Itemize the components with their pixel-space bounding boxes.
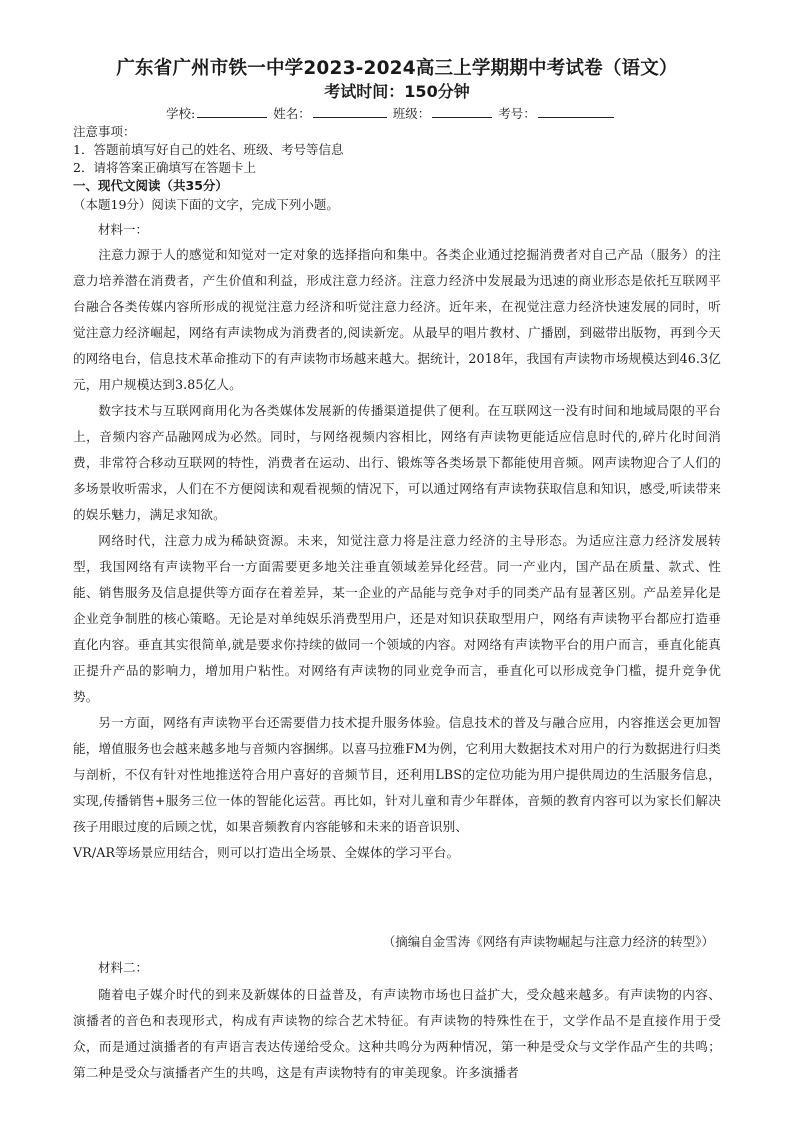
exam-time: 考试时间：150分钟 (324, 82, 470, 101)
material2-paragraph-1: 随着电子媒介时代的到来及新媒体的日益普及，有声读物市场也日益扩大，受众越来越多。有声读物的内容、演播者的音色和表现形式，构成有声读物的综合艺术特征。有声读物的特殊性在于，文学作品不是直接作用于受众，而是通过演播者的有声语言表达传递给受众。这种共鸣分为两种情况，第一种是受众与文学作品产生的共鸣；第二种是受众与演播者产生的共鸣，这是有声读物特有的审美现象。许多演播者 (73, 987, 721, 1080)
name-label: 姓名： (273, 106, 311, 121)
material1-paragraph-5: VR/AR等场景应用结合，则可以打造出全场景、全媒体的学习平台。 (73, 845, 460, 860)
exam-no-label: 考号： (498, 106, 536, 121)
name-blank[interactable] (313, 105, 387, 118)
class-label: 班级： (392, 106, 431, 121)
school-label: 学校: (166, 106, 196, 121)
school-blank[interactable] (197, 105, 267, 118)
material1-label: 材料一： (98, 222, 149, 237)
note-item-2: 2．请将答案正确填写在答题卡上 (73, 160, 256, 175)
student-info-row (166, 104, 616, 122)
material2-body (73, 982, 721, 1086)
section-heading: 一、现代文阅读（共35分） (73, 178, 228, 193)
exam-title: 广东省广州市铁一中学2023-2024高三上学期期中考试卷（语文） (116, 58, 678, 79)
material2-label: 材料二： (98, 960, 149, 975)
note-item-1: 1．答题前填写好自己的姓名、班级、考号等信息 (73, 142, 344, 157)
material1-paragraph-2: 数字技术与互联网商用化为各类媒体发展新的传播渠道提供了便利。在互联网这一没有时间和地域局限的平台上，音频内容产品融网成为必然。同时，与网络视频内容相比，网络有声读物更能适应信息时代的,碎片化时间消费，非常符合移动互联网的特性，消费者在运动、出行、锻炼等各类场景下都能使用音频。网声读物迎合了人们的多场景收听需求，人们在不方便阅读和观看视频的情况下，可以通过网络有声读物获取信息和知识，感受,听读带来的娱乐魅力，满足求知欲。 (73, 403, 721, 522)
material1-paragraph-1: 注意力源于人的感觉和知觉对一定对象的选择指向和集中。各类企业通过挖掘消费者对自己产品（服务）的注意力培养潜在消费者，产生价值和利益，形成注意力经济。注意力经济中发展最为迅速的商业形态是依托互联网平台融合各类传媒内容所形成的视觉注意力经济和听觉注意力经济。近年来，在视觉注意力经济快速发展的同时，听觉注意力经济崛起，网络有声读物成为消费者的,阅读新宠。从最早的唱片教材、广播剧，到磁带出版物，再到今天的网络电台，信息技术革命推动下的有声读物市场越来越大。据统计，2018年，我国有声读物市场规模达到46.3亿元，用户规模达到3.85亿人。 (73, 247, 721, 392)
exam-no-blank[interactable] (538, 105, 614, 118)
class-blank[interactable] (432, 105, 492, 118)
material1-paragraph-3: 网络时代，注意力成为稀缺资源。未来，知觉注意力将是注意力经济的主导形态。为适应注意力经济发展转型，我国网络有声读物平台一方面需要更多地关注垂直领域差异化经营。同一产业内，国产品在质量、款式、性能、销售服务及信息提供等方面存在着差异，某一企业的产品能与竞争对手的同类产品有显著区别。产品差异化是企业竞争制胜的核心策略。无论是对单纯娱乐消费型用户，还是对知识获取型用户，网络有声读物平台都应打造垂直化内容。垂直其实很简单,就是要求你持续的做同一个领域的内容。对网络有声读物平台的用户而言，垂直化能真正提升产品的影响力，增加用户粘性。对网络有声读物的同业竞争而言，垂直化可以形成竞争门槛，提升竞争优势。 (73, 533, 721, 704)
material1-citation: （摘编自金雪涛《网络有声读物崛起与注意力经济的转型》） (382, 934, 714, 949)
notes-heading: 注意事项： (73, 124, 136, 139)
material1-paragraph-4: 另一方面，网络有声读物平台还需要借力技术提升服务体验。信息技术的普及与融合应用，内容推送会更加智能，增值服务也会越来越多地与音频内容捆绑。以喜马拉雅FM为例，它利用大数据技术对用户的行为数据进行归类与剖析，不仅有针对性地推送符合用户喜好的音频节目，还利用LBS的定位功能为用户提供周边的生活服务信息，实现,传播销售+服务三位一体的智能化运营。再比如，针对儿童和青少年群体，音频的教育内容可以为家长们解决孩子用眼过度的后顾之忧，如果音频教育内容能够和未来的语音识别、 (73, 715, 721, 834)
section-instruction: （本题19分）阅读下面的文字，完成下列小题。 (73, 197, 339, 212)
material1-body (73, 242, 721, 866)
